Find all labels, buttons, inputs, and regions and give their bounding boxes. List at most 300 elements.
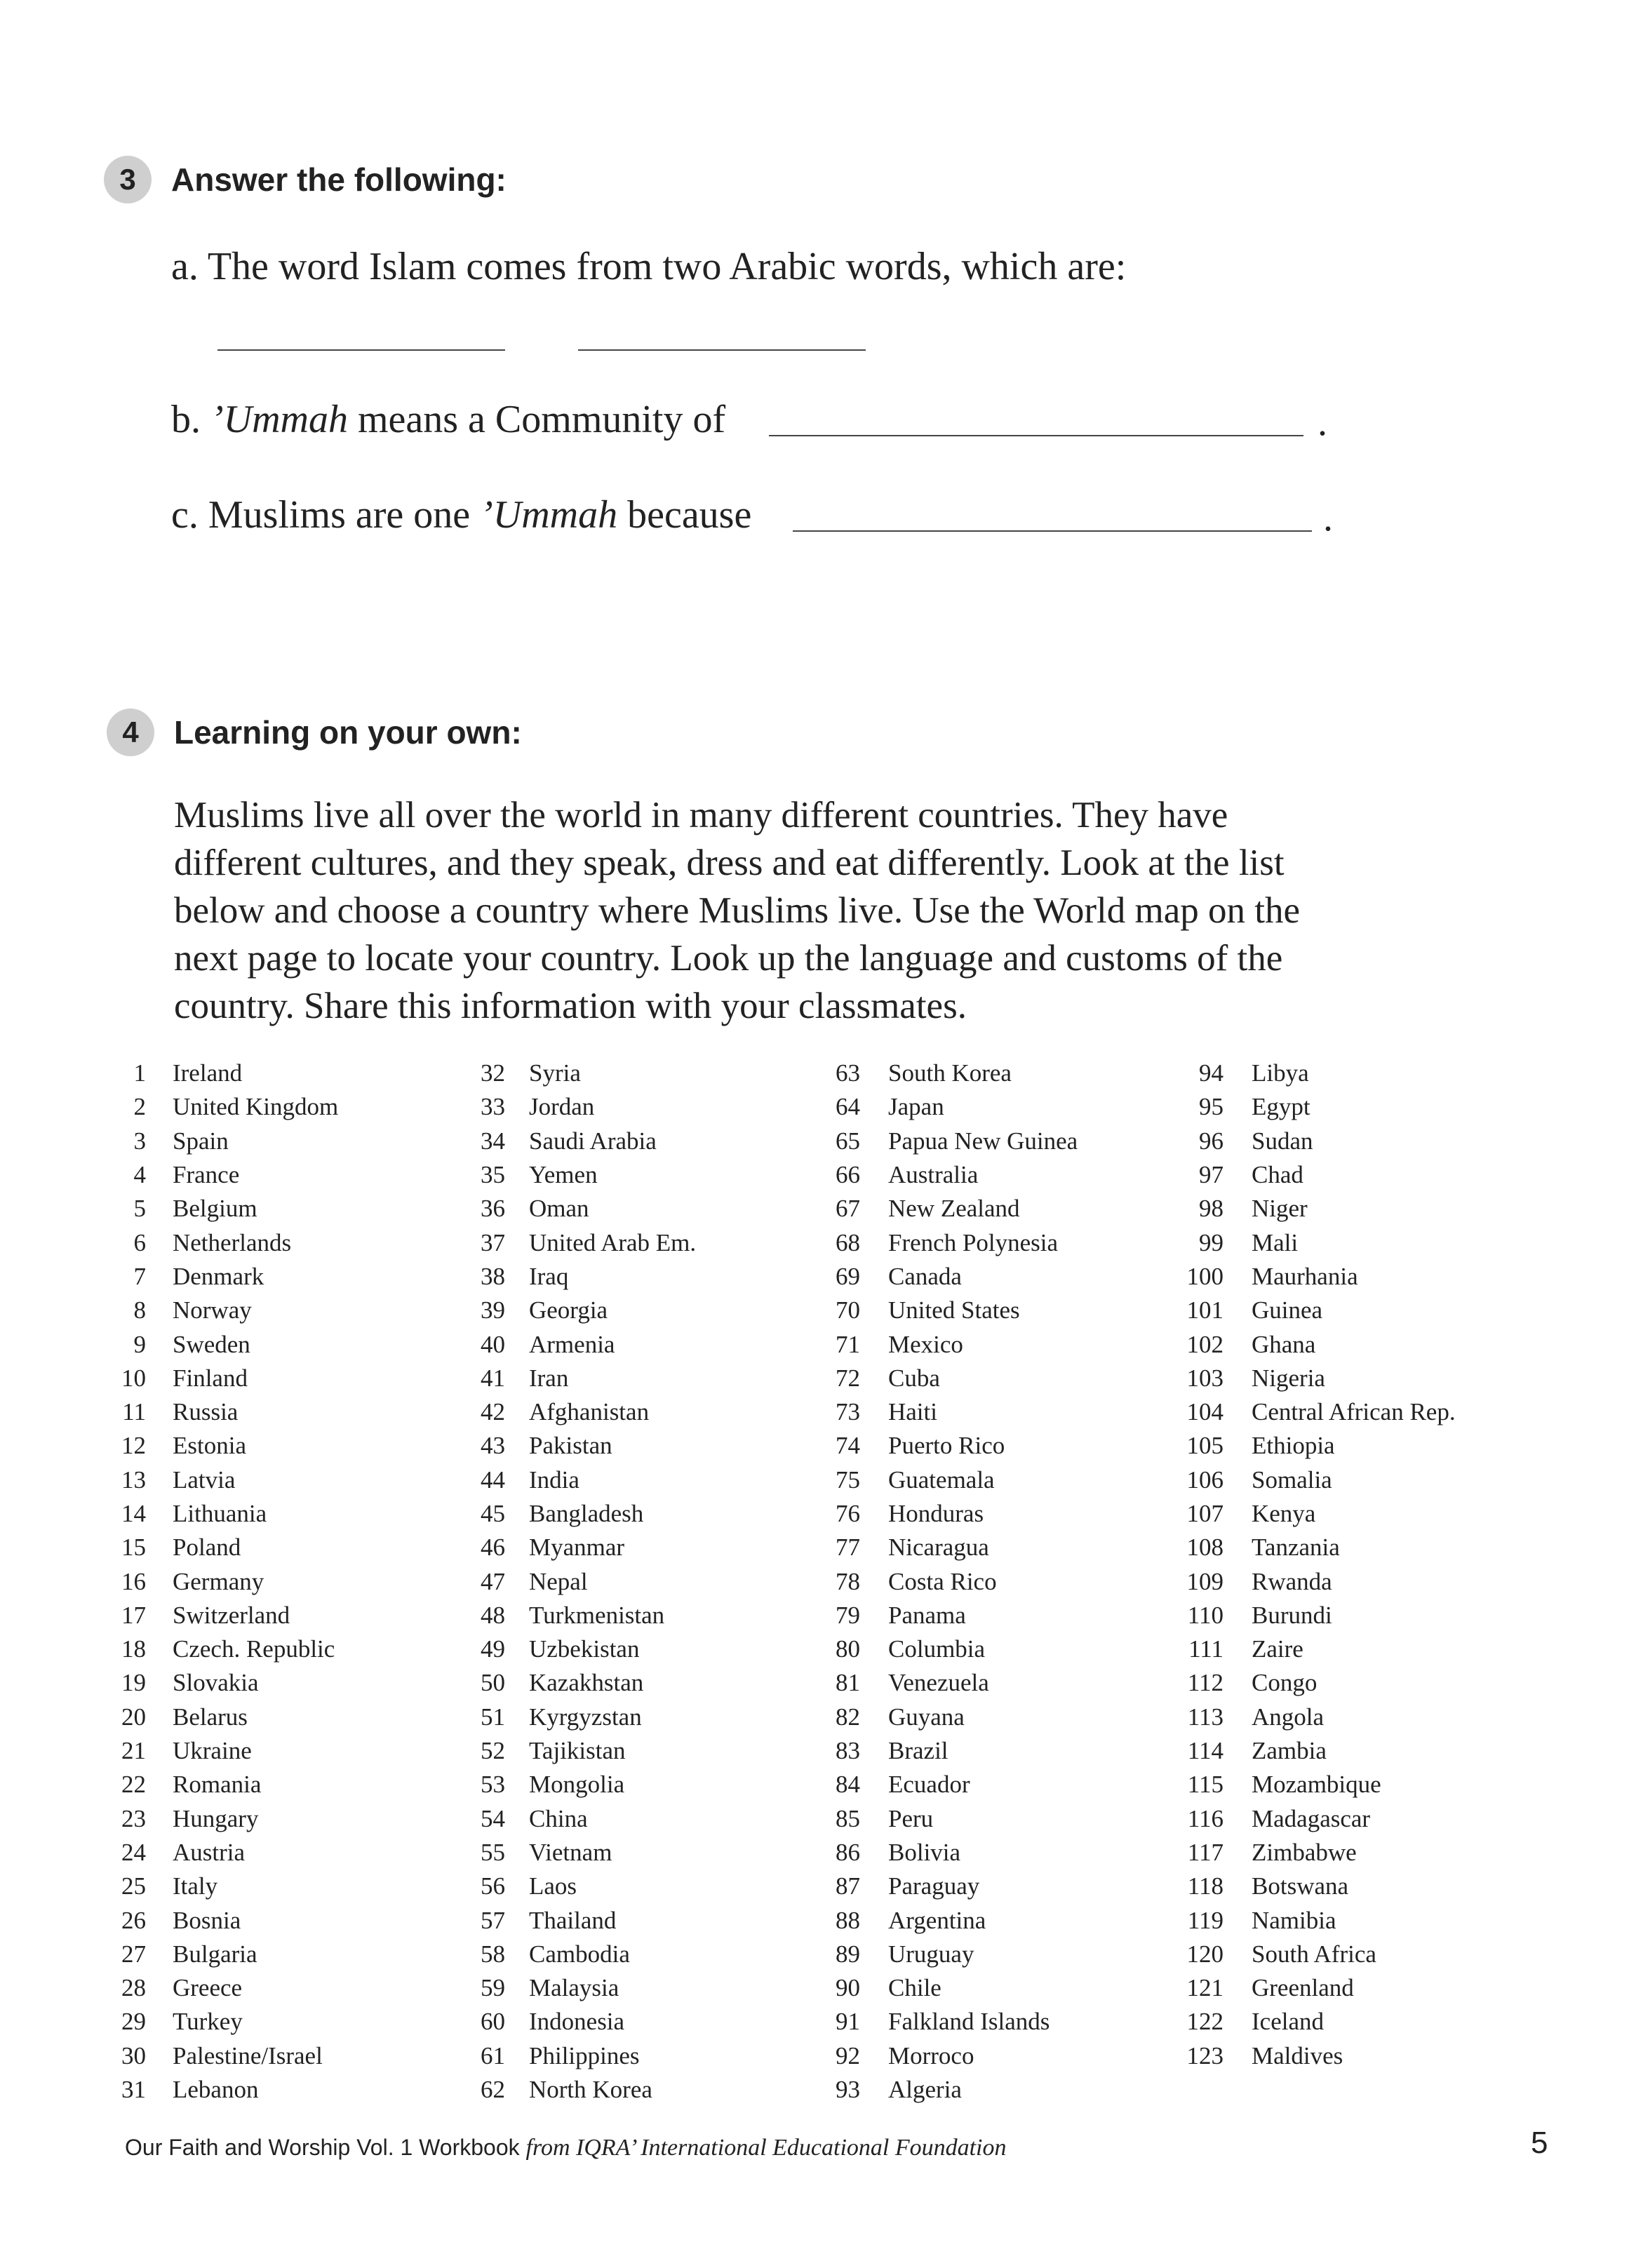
country-name: Bangladesh [529,1500,644,1527]
country-number: 92 [836,2041,860,2069]
country-list-item [456,1226,696,1259]
country-name: Ireland [173,1059,243,1087]
country-name: Poland [173,1534,241,1562]
country-name: Palestine/Israel [173,2041,323,2069]
country-number: 37 [481,1228,505,1256]
country-name: Italy [173,1872,218,1900]
country-number: 46 [481,1534,505,1562]
country-list-item [456,1768,696,1801]
country-number: 91 [836,2008,860,2036]
country-number: 104 [1186,1398,1224,1426]
country-name: Bolivia [888,1838,961,1866]
country-list-item [1165,1125,1456,1158]
country-list-item [1165,1294,1456,1327]
country-name: Netherlands [173,1228,292,1256]
country-list-item [456,1362,696,1395]
country-number: 105 [1186,1432,1224,1460]
country-name: Austria [173,1838,246,1866]
country-list-item [1165,1463,1456,1497]
country-name: Iraq [529,1262,569,1290]
country-number: 62 [481,2076,505,2104]
country-name: Russia [173,1398,239,1426]
country-name: Syria [529,1059,581,1087]
country-number: 110 [1187,1601,1224,1629]
country-list-item [456,1632,696,1666]
country-name: Algeria [888,2076,962,2104]
country-number: 100 [1186,1262,1224,1290]
country-list-item [105,1260,338,1294]
country-list-item [1165,1260,1456,1294]
question-c-rest: because [617,493,752,537]
country-name: Sweden [173,1330,250,1358]
country-list-item [814,1836,1078,1870]
country-list-item [814,1666,1078,1700]
country-list-item [456,1666,696,1700]
country-list-item [456,1971,696,2005]
country-number: 28 [121,1974,146,2002]
country-name: Afghanistan [529,1398,650,1426]
country-name: Paraguay [888,1872,980,1900]
country-list-item [1165,1429,1456,1463]
country-number: 67 [836,1195,860,1223]
country-name: Tajikistan [529,1737,626,1765]
country-list-item [105,1125,338,1158]
answer-c-period: . [1323,496,1333,539]
country-list-item [1165,2005,1456,2039]
country-name: Slovakia [173,1669,259,1697]
country-name: Puerto Rico [888,1432,1005,1460]
country-list-item [105,1632,338,1666]
country-number: 75 [836,1465,860,1494]
country-number: 6 [133,1228,146,1256]
country-list-item [105,1294,338,1327]
country-list-item [814,1531,1078,1564]
country-name: Mexico [888,1330,963,1358]
country-name: Kyrgyzstan [529,1703,642,1731]
country-list-item [105,1497,338,1531]
country-number: 83 [836,1737,860,1765]
country-number: 74 [836,1432,860,1460]
country-list-item [456,1090,696,1124]
country-name: Thailand [529,1906,617,1934]
country-list-item [1165,1802,1456,1836]
country-name: Mongolia [529,1771,625,1799]
country-number: 123 [1186,2041,1224,2069]
country-list-item [456,2039,696,2073]
country-number: 114 [1187,1737,1224,1765]
country-number: 1 [133,1059,146,1087]
country-name: Central African Rep. [1252,1398,1456,1426]
country-name: Mali [1252,1228,1299,1256]
country-number: 49 [481,1635,505,1663]
country-name: Uruguay [888,1940,974,1968]
country-number: 65 [836,1127,860,1155]
country-number: 47 [481,1567,505,1595]
country-list-item [105,1564,338,1598]
country-number: 63 [836,1059,860,1087]
country-list-item [105,1768,338,1801]
country-list-item [105,1836,338,1870]
country-number: 78 [836,1567,860,1595]
country-list-item [456,2005,696,2039]
country-list-item [1165,1531,1456,1564]
country-name: Czech. Republic [173,1635,335,1663]
country-list-item [456,1463,696,1497]
country-list-item [814,1870,1078,1903]
country-name: Papua New Guinea [888,1127,1078,1155]
country-name: Maldives [1252,2041,1343,2069]
question-c-ummah: ’Ummah [480,493,618,537]
country-number: 103 [1186,1364,1224,1392]
country-list-item [105,1158,338,1192]
country-name: Ghana [1252,1330,1316,1358]
country-name: Turkey [173,2008,243,2036]
country-number: 32 [481,1059,505,1087]
country-number: 2 [133,1093,146,1121]
country-list-item [105,2073,338,2107]
country-name: United States [888,1296,1020,1324]
country-list-item [456,1497,696,1531]
country-list-item [814,1971,1078,2005]
country-name: Malaysia [529,1974,619,2002]
country-name: Myanmar [529,1534,625,1562]
country-number: 17 [121,1601,146,1629]
country-list-item [1165,1564,1456,1598]
country-number: 116 [1187,1804,1224,1832]
footer-text: Our Faith and Worship Vol. 1 Workbook [125,2135,526,2160]
country-number: 22 [121,1771,146,1799]
country-name: Guatemala [888,1465,995,1494]
country-name: Hungary [173,1804,259,1832]
country-number: 85 [836,1804,860,1832]
country-name: China [529,1804,588,1832]
country-list-item [105,1090,338,1124]
country-list-item [456,1836,696,1870]
country-name: Panama [888,1601,966,1629]
country-number: 117 [1187,1838,1224,1866]
country-number: 18 [121,1635,146,1663]
country-name: Costa Rico [888,1567,997,1595]
country-number: 25 [121,1872,146,1900]
country-name: Denmark [173,1262,264,1290]
country-list-item [1165,1395,1456,1429]
country-number: 98 [1199,1195,1224,1223]
question-c [171,492,751,537]
country-name: Zambia [1252,1737,1327,1765]
country-name: Cuba [888,1364,940,1392]
country-number: 69 [836,1262,860,1290]
country-name: Iceland [1252,2008,1324,2036]
country-list-item [814,1497,1078,1531]
country-name: Congo [1252,1669,1318,1697]
country-list-item [1165,1666,1456,1700]
country-number: 21 [121,1737,146,1765]
answer-c-blank[interactable] [793,530,1312,532]
instructions-line: next page to locate your country. Look up the language and customs of the [174,938,1283,979]
country-list-item [456,1192,696,1226]
country-list-item [456,1700,696,1734]
country-number: 86 [836,1838,860,1866]
country-number: 121 [1186,1974,1224,2002]
country-name: Peru [888,1804,934,1832]
country-list-item [456,2073,696,2107]
country-name: French Polynesia [888,1228,1059,1256]
country-name: India [529,1465,579,1494]
question-b-prefix: b. [171,398,210,441]
country-name: Honduras [888,1500,984,1527]
country-list-item [814,2005,1078,2039]
country-list-item [105,1463,338,1497]
country-number: 10 [121,1364,146,1392]
country-number: 41 [481,1364,505,1392]
country-number: 52 [481,1737,505,1765]
country-name: Japan [888,1093,944,1121]
country-number: 26 [121,1906,146,1934]
country-number: 29 [121,2008,146,2036]
country-name: Chile [888,1974,941,2002]
country-list-item [814,1362,1078,1395]
country-list-item [456,1429,696,1463]
country-list-item [105,1734,338,1768]
country-list-item [456,1056,696,1090]
country-number: 68 [836,1228,860,1256]
country-list-item [1165,1632,1456,1666]
country-number: 59 [481,1974,505,2002]
country-number: 107 [1186,1500,1224,1527]
country-list-item [105,1903,338,1937]
country-name: Tanzania [1252,1534,1340,1562]
country-number: 76 [836,1500,860,1527]
country-list-item [1165,1599,1456,1632]
country-list-item [456,1158,696,1192]
country-list-item [814,1564,1078,1598]
country-number: 81 [836,1669,860,1697]
country-number: 24 [121,1838,146,1866]
country-name: Namibia [1252,1906,1336,1934]
country-name: Greenland [1252,1974,1354,2002]
country-list-item [456,1260,696,1294]
country-list-item [814,1260,1078,1294]
country-name: Mozambique [1252,1771,1381,1799]
country-list-item [1165,1734,1456,1768]
section-3-title: Answer the following: [171,161,507,198]
country-number: 38 [481,1262,505,1290]
country-list-item [105,1599,338,1632]
country-number: 39 [481,1296,505,1324]
country-number: 44 [481,1465,505,1494]
country-number: 9 [133,1330,146,1358]
country-name: Argentina [888,1906,986,1934]
country-name: Oman [529,1195,589,1223]
country-name: Lebanon [173,2076,259,2104]
country-number: 3 [133,1127,146,1155]
country-name: United Arab Em. [529,1228,697,1256]
country-number: 88 [836,1906,860,1934]
country-list-item [105,1531,338,1564]
country-list-item [105,1056,338,1090]
country-list-item [814,1158,1078,1192]
country-list-item [1165,2039,1456,2073]
country-list-item [105,1226,338,1259]
country-number: 66 [836,1161,860,1189]
country-number: 20 [121,1703,146,1731]
country-list-item [814,1768,1078,1801]
country-list-item [105,1362,338,1395]
country-list-item [105,1971,338,2005]
instructions-line: different cultures, and they speak, dress and eat differently. Look at the list [174,843,1285,883]
country-number: 11 [122,1398,146,1426]
country-list-item [814,1632,1078,1666]
country-name: Burundi [1252,1601,1332,1629]
country-list-item [456,1802,696,1836]
question-a: a. The word Islam comes from two Arabic words, which are: [171,245,1127,288]
country-number: 108 [1186,1534,1224,1562]
country-number: 27 [121,1940,146,1968]
country-name: Spain [173,1127,229,1155]
country-name: Belarus [173,1703,248,1731]
country-number: 19 [121,1669,146,1697]
country-list-item [105,1327,338,1361]
country-list-item [105,1192,338,1226]
country-name: Guyana [888,1703,965,1731]
answer-a-blank-1[interactable] [217,349,505,351]
country-name: Libya [1252,1059,1309,1087]
country-list-item [105,1870,338,1903]
country-list-item [105,2039,338,2073]
section-4-title: Learning on your own: [174,714,522,751]
country-list-item [456,1903,696,1937]
country-list-item [814,1125,1078,1158]
country-number: 13 [121,1465,146,1494]
country-name: Romania [173,1771,262,1799]
country-number: 53 [481,1771,505,1799]
country-number: 73 [836,1398,860,1426]
country-name: Haiti [888,1398,937,1426]
country-number: 119 [1187,1906,1224,1934]
country-list-item [814,1056,1078,1090]
country-number: 106 [1186,1465,1224,1494]
country-number: 8 [133,1296,146,1324]
question-b-rest: means a Community of [347,398,726,441]
country-list-item [1165,1497,1456,1531]
country-list-item [814,1090,1078,1124]
country-number: 118 [1187,1872,1224,1900]
country-name: Madagascar [1252,1804,1371,1832]
country-number: 101 [1186,1296,1224,1324]
country-number: 109 [1186,1567,1224,1595]
country-name: Zaire [1252,1635,1303,1663]
country-name: Canada [888,1262,962,1290]
country-number: 50 [481,1669,505,1697]
country-name: Ecuador [888,1771,970,1799]
country-name: Columbia [888,1635,986,1663]
footer-publisher: from IQRA’ International Educational Foundation [525,2135,1007,2161]
country-number: 61 [481,2041,505,2069]
country-number: 77 [836,1534,860,1562]
country-name: Finland [173,1364,248,1392]
country-name: Egypt [1252,1093,1310,1121]
country-name: Venezuela [888,1669,989,1697]
country-name: Australia [888,1161,979,1189]
country-name: Nigeria [1252,1364,1325,1392]
country-list-item [814,1802,1078,1836]
answer-a-blank-2[interactable] [578,349,866,351]
country-list-item [1165,1903,1456,1937]
country-name: Estonia [173,1432,246,1460]
country-name: Ethiopia [1252,1432,1335,1460]
country-number: 112 [1187,1669,1224,1697]
country-list-item [814,1294,1078,1327]
country-list-item [456,1531,696,1564]
country-list-item [814,1463,1078,1497]
country-number: 45 [481,1500,505,1527]
country-number: 42 [481,1398,505,1426]
country-name: Switzerland [173,1601,290,1629]
country-list-item [456,1564,696,1598]
country-number: 51 [481,1703,505,1731]
answer-b-blank[interactable] [769,435,1303,436]
country-list-item [1165,1768,1456,1801]
country-number: 111 [1188,1635,1224,1663]
country-name: Maurhania [1252,1262,1358,1290]
country-list-item [1165,1090,1456,1124]
country-number: 90 [836,1974,860,2002]
country-name: Kazakhstan [529,1669,644,1697]
country-name: Indonesia [529,2008,625,2036]
country-list-item [814,1938,1078,1971]
country-name: Chad [1252,1161,1303,1189]
country-number: 15 [121,1534,146,1562]
country-list-item [814,1734,1078,1768]
country-number: 30 [121,2041,146,2069]
country-name: Bulgaria [173,1940,257,1968]
footer [125,2135,1007,2161]
country-column-1 [105,1056,338,2107]
country-name: Morroco [888,2041,974,2069]
country-name: Saudi Arabia [529,1127,657,1155]
country-list-item [1165,1226,1456,1259]
country-name: Laos [529,1872,577,1900]
country-list-item [105,1700,338,1734]
country-number: 93 [836,2076,860,2104]
country-number: 70 [836,1296,860,1324]
country-name: Bosnia [173,1906,241,1934]
country-name: Kenya [1252,1500,1316,1527]
country-list-item [1165,1158,1456,1192]
instructions-line: Muslims live all over the world in many different countries. They have [174,795,1228,836]
country-number: 31 [121,2076,146,2104]
country-number: 54 [481,1804,505,1832]
country-number: 97 [1199,1161,1224,1189]
country-name: Belgium [173,1195,257,1223]
country-list-item [814,1599,1078,1632]
country-number: 120 [1186,1940,1224,1968]
country-number: 89 [836,1940,860,1968]
country-number: 33 [481,1093,505,1121]
country-list-item [456,1870,696,1903]
country-number: 16 [121,1567,146,1595]
country-number: 113 [1187,1703,1224,1731]
country-list-item [1165,1971,1456,2005]
country-number: 57 [481,1906,505,1934]
instructions-line: below and choose a country where Muslims live. Use the World map on the [174,890,1301,931]
country-number: 99 [1199,1228,1224,1256]
instructions-line: country. Share this information with your classmates. [174,986,967,1026]
country-number: 95 [1199,1093,1224,1121]
country-list-item [814,1192,1078,1226]
country-number: 84 [836,1771,860,1799]
country-list-item [1165,1192,1456,1226]
